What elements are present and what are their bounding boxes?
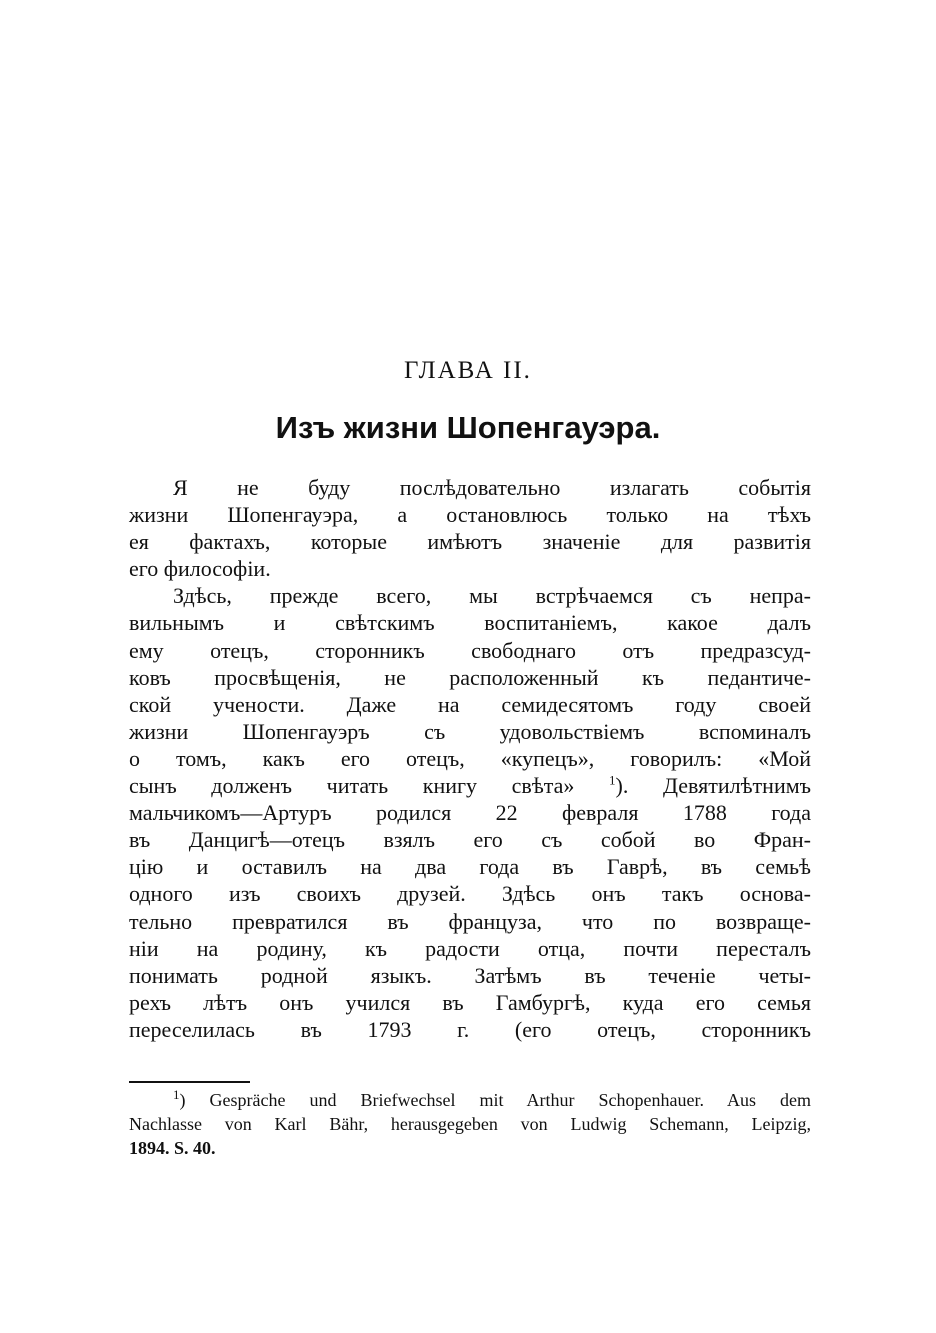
footnote-rule <box>129 1081 250 1083</box>
text-line: ской учености. Даже на семидесятомъ году своей <box>129 691 811 717</box>
text-line: въ Данцигѣ—отецъ взялъ его съ собой во Фран- <box>129 827 811 853</box>
text-line: рехъ лѣтъ онъ учился въ Гамбургѣ, куда его семья <box>129 989 811 1015</box>
text-line: переселилась въ 1793 г. (его отецъ, сторонникъ <box>129 1016 811 1042</box>
text-line: тельно превратился въ француза, что по возвраще- <box>129 908 811 934</box>
text-line: цію и оставилъ на два года въ Гаврѣ, въ семьѣ <box>129 854 811 880</box>
footnotes <box>129 1088 811 1160</box>
chapter-title: Изъ жизни Шопенгауэра. <box>275 410 661 445</box>
footnote-line: 1894. S. 40. <box>129 1138 216 1158</box>
text-line: понимать родной языкъ. Затѣмъ въ теченіе четы- <box>129 962 811 988</box>
text-line: Здѣсь, прежде всего, мы встрѣчаемся съ непра- <box>173 583 811 609</box>
text-line: ея фактахъ, которые имѣютъ значеніе для развитія <box>129 529 811 555</box>
body-text <box>129 474 811 1043</box>
footnote-line: $^1$) Gespräche und Briefwechsel mit Arthur Schopenhauer. Aus dem <box>173 1087 811 1110</box>
text-line: жизни Шопенгауэръ съ удовольствіемъ вспоминалъ <box>129 718 811 744</box>
text-line: ему отецъ, сторонникъ свободнаго отъ предразсуд- <box>129 637 811 663</box>
text-line-tail: ). Девятилѣтнимъ <box>615 773 812 799</box>
footnote-ref: 1 <box>609 772 616 788</box>
text-line: о томъ, какъ его отецъ, «купецъ», говорилъ: «Мой <box>129 745 811 771</box>
text-line: ніи на родину, къ радости отца, почти пересталъ <box>129 935 811 961</box>
text-line: жизни Шопенгауэра, а остановлюсь только на тѣхъ <box>129 502 811 528</box>
footnote-text: Gespräche und Briefwechsel mit Arthur Schopenhauer. Aus dem <box>209 1090 811 1110</box>
footnote-marker: 1 <box>173 1087 180 1102</box>
text-line: ковъ просвѣщенія, не расположенный къ педантиче- <box>129 664 811 690</box>
chapter-label: ГЛАВА II. <box>404 357 532 384</box>
text-line <box>129 772 811 799</box>
text-line: его философіи. <box>129 556 271 582</box>
text-line: мальчикомъ—Артуръ родился 22 февраля 1788 года <box>129 800 811 826</box>
text-line: вильнымъ и свѣтскимъ воспитаніемъ, какое далъ <box>129 610 811 636</box>
text-line: Я не буду послѣдовательно излагать событія <box>173 475 811 500</box>
footnote-line: Nachlasse von Karl Bähr, herausgegeben von Ludwig Schemann, Leipzig, <box>129 1114 811 1134</box>
text-line: одного изъ своихъ друзей. Здѣсь онъ такъ основа- <box>129 881 811 907</box>
text-line-head: сынъ долженъ читать книгу свѣта» <box>129 773 575 799</box>
